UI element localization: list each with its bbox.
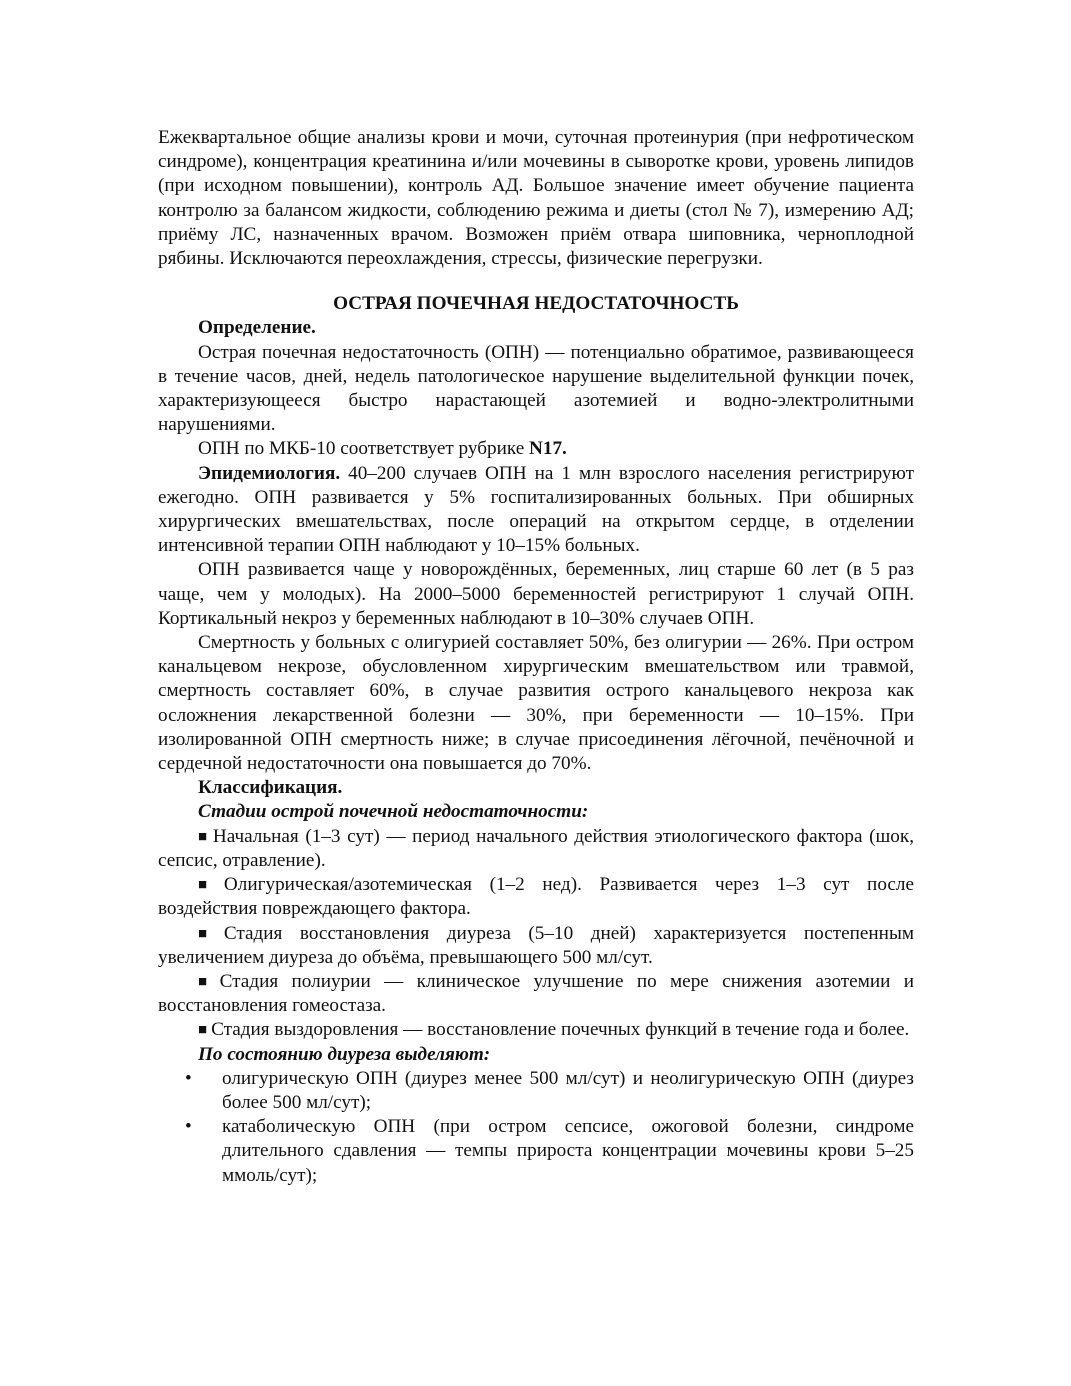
document-page <box>158 126 914 1188</box>
definition-heading-line <box>158 316 914 340</box>
icd-code: N17. <box>529 438 567 460</box>
classification-heading: Классификация. <box>198 777 343 799</box>
stage-text: Стадия восстановления диуреза (5–10 дней) характеризуется постепенным увеличением диуреза до объёма, превышающего 500 мл/сут. <box>158 922 914 968</box>
stage-text: Начальная (1–3 сут) — период начального действия этиологического фактора (шок, сепсис, отравление). <box>158 825 914 871</box>
epidemiology-text: 40–200 случаев ОПН на 1 млн взрослого населения регистрируют ежегодно. ОПН развивается у 5% госпитализированных больных. При обширных хирургических вмешательствах, после операций на открытом сердце, в отделении интенсивной терапии ОПН наблюдают у 10–15% больных. <box>158 462 914 557</box>
mortality-paragraph: Смертность у больных с олигурией составляет 50%, без олигурии — 26%. При остром канальцевом некрозе, обусловленном хирургическим вмешательством или травмой, смертность составляет 60%, в случае развития острого канальцевого некроза как осложнения лекарственной болезни — 30%, при беременности — 10–15%. При изолированной ОПН смертность ниже; в случае присоединения лёгочной, печёночной и сердечной недостаточности она повышается до 70%. <box>158 632 914 775</box>
stages-heading-line <box>158 800 914 824</box>
stage-item <box>158 1018 914 1042</box>
stage-item <box>158 873 914 921</box>
epidemiology-paragraph <box>158 462 914 559</box>
stage-text: Стадия выздоровления — восстановление почечных функций в течение года и более. <box>211 1019 910 1041</box>
list-item-text: катаболическую ОПН (при остром сепсисе, ожоговой болезни, синдроме длительного сдавления — темпы прироста концентрации мочевины крови 5–25 ммоль/сут); <box>222 1116 914 1186</box>
stages-heading: Стадии острой почечной недостаточности: <box>198 801 589 823</box>
square-bullet-icon: ■ <box>198 828 209 845</box>
diuresis-heading-line <box>158 1043 914 1067</box>
icd-paragraph <box>158 437 914 461</box>
definition-heading: Определение. <box>198 317 316 339</box>
list-item-text: олигурическую ОПН (диурез менее 500 мл/сут) и неолигурическую ОПН (диурез более 500 мл/сут); <box>222 1067 914 1113</box>
stage-text: Олигурическая/азотемическая (1–2 нед). Развивается через 1–3 сут после воздействия повреждающего фактора. <box>158 874 915 920</box>
stage-item <box>158 970 914 1018</box>
classification-heading-line <box>158 776 914 800</box>
list-item <box>158 1067 914 1115</box>
list-item <box>158 1115 914 1188</box>
diuresis-list <box>158 1067 914 1188</box>
epidemiology-paragraph-2: ОПН развивается чаще у новорождённых, беременных, лиц старше 60 лет (в 5 раз чаще, чем у молодых). На 2000–5000 беременностей регистрируют 1 случай ОПН. Кортикальный некроз у беременных наблюдают в 10–30% случаев ОПН. <box>158 559 914 629</box>
intro-paragraph: Ежеквартальное общие анализы крови и мочи, суточная протеинурия (при нефротическом синдроме), концентрация креатинина и/или мочевины в сыворотке крови, уровень липидов (при исходном повышении), контроль АД. Большое значение имеет обучение пациента контролю за балансом жидкости, соблюдению режима и диеты (стол № 7), измерению АД; приёму ЛС, назначенных врачом. Возможен приём отвара шиповника, черноплодной рябины. Исключаются переохлаждения, стрессы, физические перегрузки. <box>158 127 914 270</box>
stage-item <box>158 922 914 970</box>
section-title: ОСТРАЯ ПОЧЕЧНАЯ НЕДОСТАТОЧНОСТЬ <box>333 293 739 315</box>
stage-item <box>158 825 914 873</box>
diuresis-heading: По состоянию диуреза выделяют: <box>198 1043 491 1065</box>
stage-text: Стадия полиурии — клиническое улучшение по мере снижения азотемии и восстановления гомеостаза. <box>158 970 915 1017</box>
square-bullet-icon: ■ <box>198 1022 208 1039</box>
bullet-icon: • <box>185 1067 192 1089</box>
square-bullet-icon: ■ <box>198 973 216 990</box>
definition-paragraph: Острая почечная недостаточность (ОПН) — потенциально обратимое, развивающееся в течение часов, дней, недель патологическое нарушение выделительной функции почек, характеризующееся быстро нарастающей азотемией и водно-электролитными нарушениями. <box>158 341 914 436</box>
square-bullet-icon: ■ <box>198 877 220 894</box>
icd-text: ОПН по МКБ-10 соответствует рубрике <box>198 438 530 460</box>
epidemiology-heading: Эпидемиология. <box>198 462 341 484</box>
square-bullet-icon: ■ <box>198 925 220 942</box>
bullet-icon: • <box>185 1116 192 1138</box>
